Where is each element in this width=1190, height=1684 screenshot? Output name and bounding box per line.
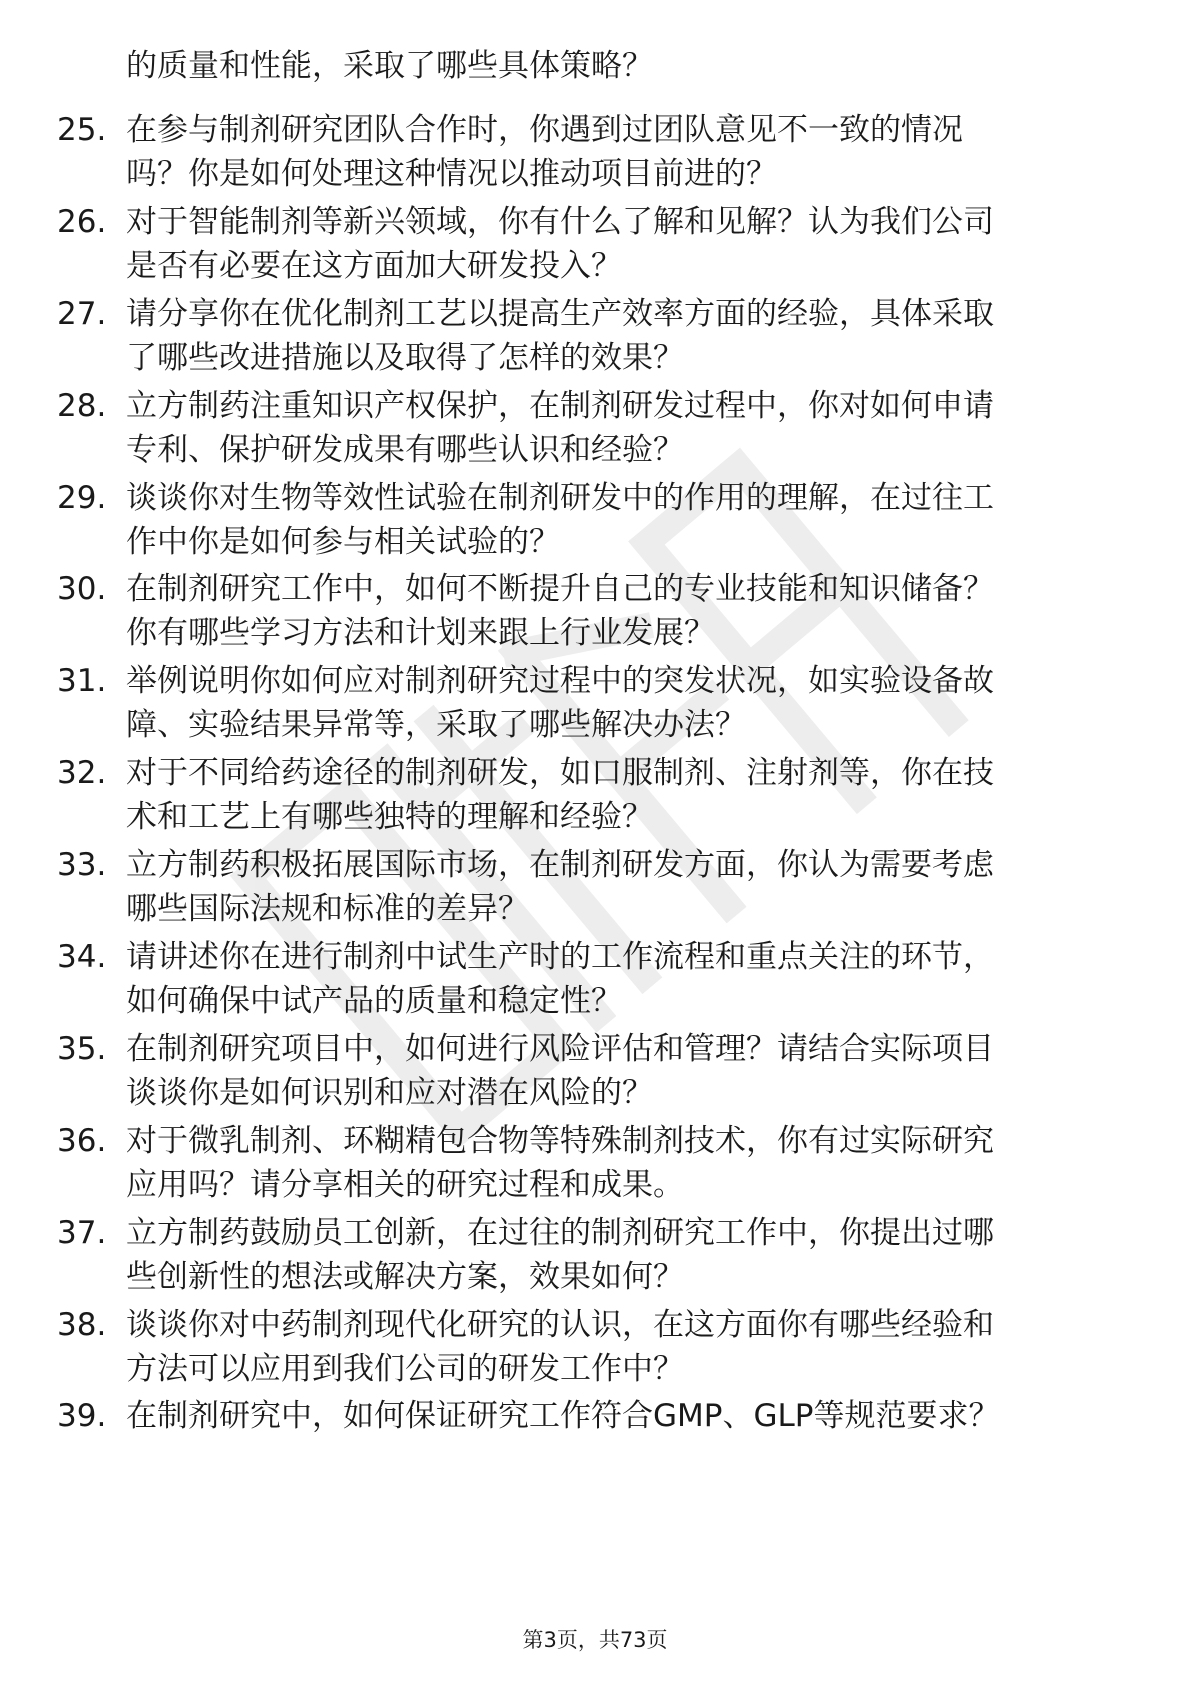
question-line: 术和工艺上有哪些独特的理解和经验？ [126,799,653,836]
question-line: 谈谈你是如何识别和应对潜在风险的？ [126,1074,653,1111]
question-line: 作中你是如何参与相关试验的？ [126,523,560,560]
question-line: 在制剂研究中，如何保证研究工作符合GMP、GLP等规范要求？ [126,1398,1000,1435]
question-line: 对于不同给药途径的制剂研发，如口服制剂、注射剂等，你在技 [126,755,994,792]
question-line: 哪些国际法规和标准的差异？ [126,891,529,928]
question-line: 立方制药积极拓展国际市场，在制剂研发方面，你认为需要考虑 [126,847,994,884]
question-item [0,935,1190,1027]
question-item [0,1119,1190,1211]
question-number: 34. [57,939,107,976]
question-line: 些创新性的想法或解决方案，效果如何？ [126,1258,684,1295]
question-line: 请讲述你在进行制剂中试生产时的工作流程和重点关注的环节， [126,939,994,976]
question-text [126,935,1126,1023]
question-text [126,108,1126,196]
question-text [126,659,1126,747]
question-number: 27. [57,295,107,332]
question-line: 请分享你在优化制剂工艺以提高生产效率方面的经验，具体采取 [126,295,994,332]
question-number: 30. [57,571,107,608]
question-line: 谈谈你对生物等效性试验在制剂研发中的作用的理解，在过往工 [126,479,994,516]
question-line: 了哪些改进措施以及取得了怎样的效果？ [126,339,684,376]
question-line: 谈谈你对中药制剂现代化研究的认识，在这方面你有哪些经验和 [126,1306,994,1343]
question-number: 33. [57,847,107,884]
question-number: 39. [57,1398,107,1435]
question-line: 是否有必要在这方面加大研发投入？ [126,247,622,284]
question-line: 如何确保中试产品的质量和稳定性？ [126,983,622,1020]
question-number: 35. [57,1030,107,1067]
question-text [126,1394,1126,1438]
question-item [0,108,1190,200]
page-footer: 第3页，共73页 [522,1628,668,1652]
question-item [0,1211,1190,1303]
question-item [0,751,1190,843]
question-item [0,1394,1190,1486]
question-line: 立方制药注重知识产权保护，在制剂研发过程中，你对如何申请 [126,387,994,424]
question-text [126,1211,1126,1299]
question-item [0,1027,1190,1119]
question-item [0,292,1190,384]
question-line: 应用吗？请分享相关的研究过程和成果。 [126,1166,684,1203]
question-text [126,843,1126,931]
question-text [126,1119,1126,1207]
question-line: 方法可以应用到我们公司的研发工作中？ [126,1350,684,1387]
question-text [126,1027,1126,1115]
question-item [0,843,1190,935]
question-number: 25. [57,112,107,148]
question-number: 26. [57,203,107,240]
question-text [126,567,1126,655]
question-text [126,476,1126,564]
question-text [126,292,1126,380]
question-text [126,751,1126,839]
question-line: 在参与制剂研究团队合作时，你遇到过团队意见不一致的情况 [126,112,963,148]
question-line: 对于智能制剂等新兴领域，你有什么了解和见解？认为我们公司 [126,203,994,240]
question-number: 36. [57,1122,107,1159]
question-number: 32. [57,755,107,792]
question-line: 举例说明你如何应对制剂研究过程中的突发状况，如实验设备故 [126,663,994,700]
question-list [0,108,1190,1486]
question-text [126,200,1126,288]
continuation-text: 的质量和性能，采取了哪些具体策略？ [126,48,653,84]
question-item [0,659,1190,751]
question-text [126,1303,1126,1391]
question-line: 专利、保护研发成果有哪些认识和经验？ [126,431,684,468]
question-line: 你有哪些学习方法和计划来跟上行业发展？ [126,615,715,652]
question-text [126,384,1126,472]
question-number: 38. [57,1306,107,1343]
question-number: 29. [57,479,107,516]
question-number: 31. [57,663,107,700]
question-line: 立方制药鼓励员工创新，在过往的制剂研究工作中，你提出过哪 [126,1214,994,1251]
question-item [0,200,1190,292]
question-line: 在制剂研究项目中，如何进行风险评估和管理？请结合实际项目 [126,1030,994,1067]
question-number: 28. [57,387,107,424]
question-item [0,384,1190,476]
question-line: 在制剂研究工作中，如何不断提升自己的专业技能和知识储备？ [126,571,994,608]
question-line: 吗？你是如何处理这种情况以推动项目前进的？ [126,156,777,192]
question-line: 对于微乳制剂、环糊精包合物等特殊制剂技术，你有过实际研究 [126,1122,994,1159]
question-item [0,1303,1190,1395]
question-number: 37. [57,1214,107,1251]
question-item [0,476,1190,568]
question-item [0,567,1190,659]
question-line: 障、实验结果异常等，采取了哪些解决办法？ [126,707,746,744]
